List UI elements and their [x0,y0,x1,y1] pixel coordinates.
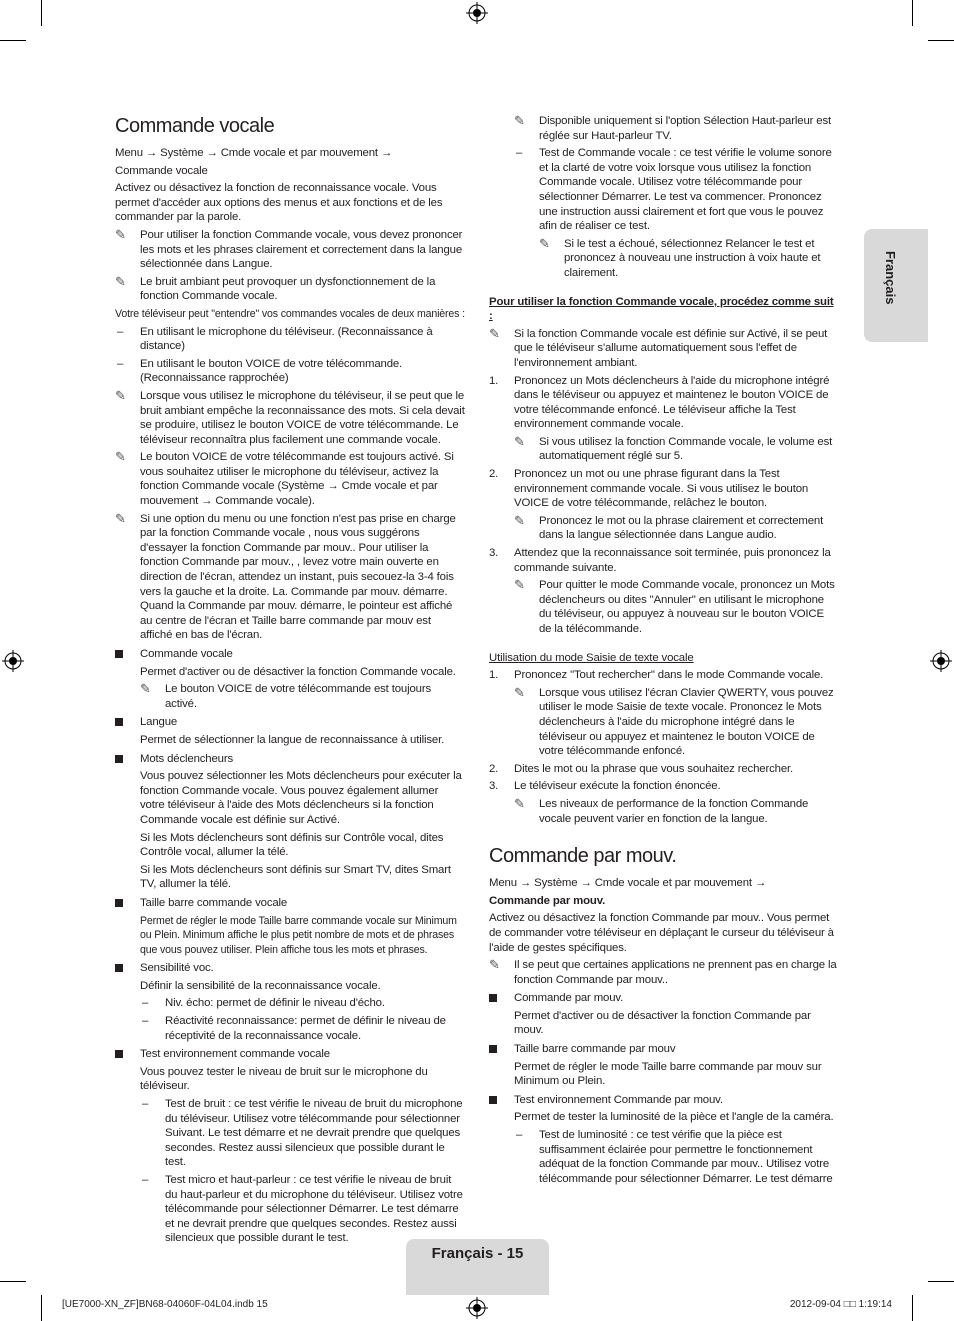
note: ✎ Si le test a échoué, sélectionnez Relancer le test et prononcez à nouveau une instruction à voix haute et clairement. [539,235,821,279]
menu-path: Menu → Système → Cmde vocale et par mouvement → [115,147,393,159]
menu-path: Commande par mouv. [489,894,606,907]
pencil-icon: ✎ [514,684,525,700]
bullet-item: Test environnement commande vocale [115,1047,465,1062]
paragraph: Activez ou désactivez la fonction Commande par mouv.. Vous permet de commander votre téléviseur en déplaçant le curseur du téléviseur à l'aide de gestes spécifiques. [489,912,834,954]
bullet-item: Langue [115,715,465,730]
left-column [115,114,465,1249]
item-description: Vous pouvez sélectionner les Mots déclencheurs pour exécuter la fonction Commande vocale. Vous pouvez également allumer votre téléviseur à l'aide des Mots déclencheurs si la fonction Commande vocale est définie sur Activé. [140,770,462,826]
numbered-step: 1. Prononcez un Mots déclencheurs à l'aide du microphone intégré dans le téléviseur ou appuyez et maintenez le bouton VOICE de votre télécommande enfoncé. Le téléviseur affiche la Test environnement commande vocale. [489,374,830,431]
square-bullet-icon [489,994,497,1002]
item-description: Permet de tester la luminosité de la pièce et l'angle de la caméra. [514,1111,834,1124]
bullet-item: Taille barre commande vocale [115,896,465,911]
note: ✎ Pour utiliser la fonction Commande vocale, vous devez prononcer les mots et les phrases clairement et correctement dans la langue sélectionnée dans Langue. [115,226,463,271]
page-number-box [406,1239,549,1295]
note: ✎ Le bruit ambiant peut provoquer un dysfonctionnement de la fonction Commande vocale. [115,273,436,303]
note: ✎ Il se peut que certaines applications ne prennent pas en charge la fonction Commande par mouv.. [489,957,837,986]
pencil-icon: ✎ [514,433,525,449]
pencil-icon: ✎ [514,512,525,528]
section-title: Commande par mouv. [489,845,677,868]
bullet-item: Taille barre commande par mouv [489,1042,839,1057]
registration-mark-icon [466,1297,488,1319]
bullet-item: Mots déclencheurs [115,752,465,767]
dash-item: – Test micro et haut-parleur : ce test vérifie le niveau de bruit du haut-parleur et du microphone du téléviseur. Utilisez votre télécommande pour sélectionner Démarrer. Le test démarre et ne devrait prendre que quelques secondes. Restez aussi silencieux que possible durant le test. [142,1174,463,1245]
item-description: Permet d'activer ou de désactiver la fonction Commande vocale. [140,665,456,678]
numbered-step: 3. Attendez que la reconnaissance soit terminée, puis prononcez la commande suivante. [489,547,831,574]
bullet-item: Commande vocale [115,647,465,662]
footer-timestamp: 2012-09-04 □□ 1:19:14 [789,1299,892,1310]
pencil-icon: ✎ [115,510,126,526]
item-description: Si les Mots déclencheurs sont définis sur Contrôle vocal, dites Contrôle vocal, allumer la télé. [140,831,444,859]
note: ✎ Pour quitter le mode Commande vocale, prononcez un Mots déclencheurs ou dites "Annuler" en utilisant le microphone du téléviseur, ou appuyez à nouveau sur le bouton VOICE de la télécommande. [514,577,835,635]
footer-file-info: [UE7000-XN_ZF]BN68-04060F-04L04.indb 15 [62,1299,268,1310]
dash-item: – En utilisant le microphone du téléviseur. (Reconnaissance à distance) [117,325,433,353]
paragraph: Votre téléviseur peut "entendre" vos commandes vocales de deux manières : [115,307,465,320]
pencil-icon: ✎ [514,577,525,593]
right-column [489,114,839,1189]
square-bullet-icon [115,964,123,972]
item-description: Permet de sélectionner la langue de reconnaissance à utiliser. [140,733,445,746]
pencil-icon: ✎ [115,387,126,403]
bullet-item: Commande par mouv. [489,991,839,1006]
square-bullet-icon [489,1045,497,1053]
item-description: Permet d'activer ou de désactiver la fonction Commande par mouv. [514,1009,811,1037]
crop-mark [41,1295,42,1321]
note: ✎ Si la fonction Commande vocale est définie sur Activé, il se peut que le téléviseur s'allume automatiquement sous l'effet de l'environnement ambiant. [489,325,828,369]
pencil-icon: ✎ [115,273,126,289]
language-tab [864,229,928,342]
menu-path: Commande vocale [115,164,208,177]
square-bullet-icon [115,718,123,726]
square-bullet-icon [115,755,123,763]
pencil-icon: ✎ [140,681,151,697]
pencil-icon: ✎ [115,449,126,465]
crop-mark [0,1281,26,1282]
dash-item: – Test de bruit : ce test vérifie le niveau de bruit du microphone du téléviseur. Utilisez votre télécommande pour sélectionner Suivant. Le test démarre et ne devrait prendre que quelques secondes. Restez aussi silencieux que possible durant le test. [142,1098,463,1169]
page-number: Français - 15 [431,1245,524,1262]
note: ✎ Le bouton VOICE de votre télécommande est toujours activé. [140,681,432,710]
crop-mark [912,0,913,26]
crop-mark [928,1281,954,1282]
language-tab-label: Français [883,251,898,305]
registration-mark-icon [466,2,488,24]
bullet-item: Sensibilité voc. [115,961,465,976]
item-description: Vous pouvez tester le niveau de bruit sur le microphone du téléviseur. [140,1065,428,1093]
note: ✎ Les niveaux de performance de la fonction Commande vocale peuvent varier en fonction de la langue. [514,795,809,825]
crop-mark [928,40,954,41]
subheading: Utilisation du mode Saisie de texte vocale [489,651,694,664]
crop-mark [0,40,26,41]
numbered-step: 1. Prononcez "Tout rechercher" dans le mode Commande vocale. [489,669,824,682]
pencil-icon: ✎ [489,957,500,973]
registration-mark-icon [930,650,952,672]
subheading: Pour utiliser la fonction Commande vocale, procédez comme suit : [489,295,834,323]
pencil-icon: ✎ [115,226,126,242]
square-bullet-icon [115,650,123,658]
crop-mark [912,1295,913,1321]
menu-path: Menu → Système → Cmde vocale et par mouvement → [489,877,767,890]
paragraph: Activez ou désactivez la fonction de reconnaissance vocale. Vous permet d'accéder aux options des menus et aux fonctions et de les commander par la parole. [115,182,443,224]
note: ✎ Si une option du menu ou une fonction n'est pas prise en charge par la fonction Commande vocale , nous vous suggérons d'essayer la fonction Commande par mouv.. Pour utiliser la fonction Commande par mouv., , levez votre main ouverte en direction de l'écran, attendez un instant, puis secouez-la 3-4 fois vers la gauche et la droite. La. Commande par mouv. démarre. Quand la Commande par mouv. démarre, le pointeur est affiché au centre de l'écran et Taille barre commande par mouv est affiché en bas de l'écran. [115,510,456,642]
note: ✎ Lorsque vous utilisez le microphone du téléviseur, il se peut que le bruit ambiant empêche la reconnaissance des mots. Si cela devait se produire, utilisez le bouton VOICE de votre télécommande. Le téléviseur reconnaîtra plus facilement une commande vocale. [115,387,465,446]
item-description: Permet de régler le mode Taille barre commande par mouv sur Minimum ou Plein. [514,1060,822,1088]
item-description: Définir la sensibilité de la reconnaissance vocale. [140,979,381,992]
pencil-icon: ✎ [514,795,525,811]
dash-item: – Test de luminosité : ce test vérifie que la pièce est suffisamment éclairée pour permettre le fonctionnement adéquat de la fonction Commande par mouv.. Utilisez votre télécommande pour sélectionner Démarrer. Le test démarre [516,1129,833,1185]
dash-item: – Réactivité reconnaissance: permet de définir le niveau de réceptivité de la reconnaissance vocale. [142,1015,446,1042]
note: ✎ Lorsque vous utilisez l'écran Clavier QWERTY, vous pouvez utiliser le mode Saisie de texte vocale. Prononcez le Mots déclencheurs à l'aide du microphone intégré dans le téléviseur ou appuyez et maintenez le bouton VOICE de votre télécommande enfoncé. [514,684,834,758]
numbered-step: 2. Dites le mot ou la phrase que vous souhaitez rechercher. [489,762,794,775]
pencil-icon: ✎ [489,325,500,341]
note: ✎ Si vous utilisez la fonction Commande vocale, le volume est automatiquement réglé sur 5. [514,433,833,463]
crop-mark [41,0,42,26]
bullet-item: Test environnement Commande par mouv. [489,1093,839,1108]
square-bullet-icon [489,1096,497,1104]
dash-item: – Test de Commande vocale : ce test vérifie le volume sonore et la clarté de votre voix lorsque vous utilisez la fonction Commande vocale. Utilisez votre télécommande pour sélectionner Démarrer. Le test va commencer. Prononcez une instruction aussi clairement et fort que vous le pouvez afin de réaliser ce test. [516,147,832,233]
square-bullet-icon [115,899,123,907]
note: ✎ Le bouton VOICE de votre télécommande est toujours activé. Si vous souhaitez utiliser le microphone du téléviseur, activez la fonction Commande vocale (Système → Cmde vocale et par mouvement → Commande vocale). [115,449,454,508]
note: ✎ Disponible uniquement si l'option Sélection Haut-parleur est réglée sur Haut-parleur TV. [514,113,832,142]
numbered-step: 3. Le téléviseur exécute la fonction énoncée. [489,780,721,793]
item-description: Permet de régler le mode Taille barre commande vocale sur Minimum ou Plein. Minimum affiche le plus petit nombre de mots et de phrases que vous pouvez utiliser. Plein affiche tous les mots et phrases. [140,914,457,956]
dash-item: – Niv. écho: permet de définir le niveau d'écho. [142,997,385,1010]
note: ✎ Prononcez le mot ou la phrase clairement et correctement dans la langue sélectionnée dans Langue audio. [514,512,824,542]
square-bullet-icon [115,1050,123,1058]
pencil-icon: ✎ [514,113,525,128]
registration-mark-icon [2,650,24,672]
numbered-step: 2. Prononcez un mot ou une phrase figurant dans la Test environnement commande vocale. Si vous utilisez le bouton VOICE de votre télécommande, relâchez le bouton. [489,468,809,510]
pencil-icon: ✎ [539,235,550,251]
section-title: Commande vocale [115,115,275,137]
item-description: Si les Mots déclencheurs sont définis sur Smart TV, dites Smart TV, allumer la télé. [140,863,451,891]
dash-item: – En utilisant le bouton VOICE de votre télécommande. (Reconnaissance rapprochée) [117,357,403,385]
